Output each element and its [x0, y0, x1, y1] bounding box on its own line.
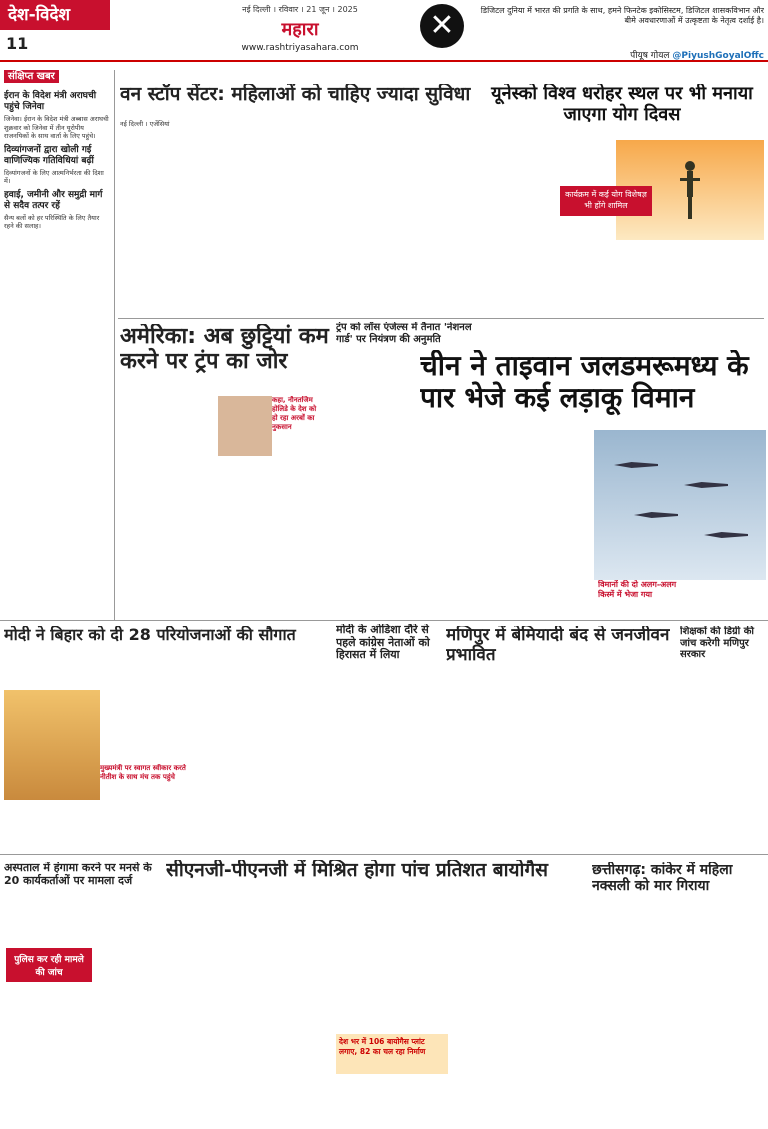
column-divider: [114, 70, 115, 620]
jets-caption: विमानों की दो अलग-अलग किस्में में भेजा गया: [598, 580, 677, 599]
modi-photo: [4, 690, 100, 800]
brief-title: दिव्यांगजनों द्वारा खोली गई वाणिज्यिक गतिविधियां बढ़ीं: [4, 144, 94, 166]
social-handle: [472, 48, 764, 61]
yoga-person-icon: [678, 160, 702, 220]
article-teachers: [680, 626, 764, 666]
article-body: [120, 120, 472, 310]
headline: ट्रंप को लॉस एंजेल्स में तैनात 'नेशनल गार्ड' पर नियंत्रण की अनुमति: [336, 322, 472, 345]
jet-icon: [634, 510, 678, 520]
handle-id[interactable]: @PiyushGoyalOffc: [672, 51, 764, 61]
headline: मोदी के ओडिशा दौरे से पहले कांग्रेस नेताओं को हिरासत में लिया: [336, 624, 430, 662]
masthead-logo: महारा: [281, 19, 319, 40]
article-cng-biogas: [166, 860, 586, 896]
page-header: [0, 0, 768, 62]
fighter-jets-photo: [594, 430, 766, 580]
yoga-caption: कार्यक्रम में कई योग विशेषज्ञ भी होंगे शामिल: [560, 186, 652, 216]
jet-icon: [704, 530, 748, 540]
article-one-stop-centre: [120, 84, 472, 114]
article-modi-bihar: [4, 626, 330, 656]
headline: अस्पताल में हंगामा करने पर मनसे के 20 कार्यकर्ताओं पर मामला दर्ज: [4, 862, 152, 887]
masthead: [200, 4, 400, 54]
headline: शिक्षकों की डिग्री की जांच करेगी मणिपुर सरकार: [680, 626, 754, 660]
sidebar-label: संक्षिप्त खबर: [4, 70, 59, 83]
row-divider: [0, 620, 768, 621]
quote-text: डिजिटल दुनिया में भारत की प्रगति के साथ, हमने फिनटेक इकोसिस्टम, डिजिटल शासकविभान और बीमे अवधारणाओं में उत्कृष्टता के नेतृत्व दर्शाई है।: [480, 6, 764, 25]
byline: नई दिल्ली । एजेंसियां: [120, 120, 170, 128]
article-chhattisgarh: [592, 862, 764, 902]
article-america: [120, 324, 330, 394]
handle-name: पीयूष गोयल: [630, 51, 670, 61]
article-odisha: [336, 624, 436, 674]
headline: छत्तीसगढ़: कांकेर में महिला नक्सली को मार गिराया: [592, 862, 733, 895]
brief-title: ईरान के विदेश मंत्री अराघची पहुंचे जिनेवा: [4, 91, 97, 112]
headline: वन स्टॉप सेंटर: महिलाओं को चाहिए ज्यादा सुविधा: [120, 84, 471, 105]
article-manipur: [446, 626, 674, 686]
headline: मोदी ने बिहार को दी 28 परियोजनाओं की सौगात: [4, 626, 296, 644]
brief-body: सैन्य बलों को हर परिस्थिति के लिए तैयार रहने की सलाह।: [4, 213, 100, 230]
jet-icon: [614, 460, 658, 470]
brief-body: जिनेवा। ईरान के विदेश मंत्री अब्बास अराघची शुक्रवार को जिनेवा में तीन यूरोपीय राजनयिकों के साथ वार्ता के लिए पहुंचे।: [4, 115, 109, 140]
article-hospital: [4, 862, 164, 902]
headline: मणिपुर में बेमियादी बंद से जनजीवन प्रभावित: [446, 626, 670, 665]
row-divider: [118, 318, 764, 319]
article-china-taiwan: [420, 350, 768, 428]
row-divider: [0, 854, 768, 855]
headline: यूनेस्को विश्व धरोहर स्थल पर भी मनाया जाएगा योग दिवस: [491, 84, 753, 125]
headline: अमेरिका: अब छुट्टियां कम करने पर ट्रंप का जोर: [120, 324, 329, 375]
headline: सीएनजी-पीएनजी में मिश्रित होगा पांच प्रतिशत बायोगैस: [166, 860, 549, 881]
page-number: 11: [6, 34, 29, 53]
brief-body: दिव्यांगजनों के लिए आत्मनिर्भरता की दिशा में।: [4, 168, 104, 185]
trump-caption: कहा, नौनतजिम होलिडे के देश को हो रहा अरबों का नुकसान: [272, 396, 317, 431]
date-line: नई दिल्ली । रविवार । 21 जून । 2025: [242, 5, 358, 14]
jet-icon: [684, 480, 728, 490]
article-yoga: [480, 84, 764, 134]
headline: चीन ने ताइवान जलडमरूमध्य के पार भेजे कई लड़ाकू विमान: [420, 350, 749, 415]
cng-highlight: देश भर में 106 बायोगैस प्लांट लगाए, 82 का चल रहा निर्माण: [336, 1034, 448, 1074]
trump-photo: [218, 396, 272, 456]
site-url[interactable]: www.rashtriyasahara.com: [241, 43, 359, 53]
brief-title: हवाई, जमीनी और समुद्री मार्ग से सदैव तत्पर रहें: [4, 189, 103, 211]
brief-news-sidebar: [4, 70, 110, 650]
hospital-highlight: पुलिस कर रही मामले की जांच: [6, 948, 92, 982]
section-title: देश-विदेश: [0, 0, 110, 30]
x-logo-icon: ✕: [420, 4, 464, 48]
modi-caption: मुख्यमंत्री पर स्वागत स्वीकार करते नीतीश के साथ मंच तक पहुंचे: [100, 764, 186, 781]
